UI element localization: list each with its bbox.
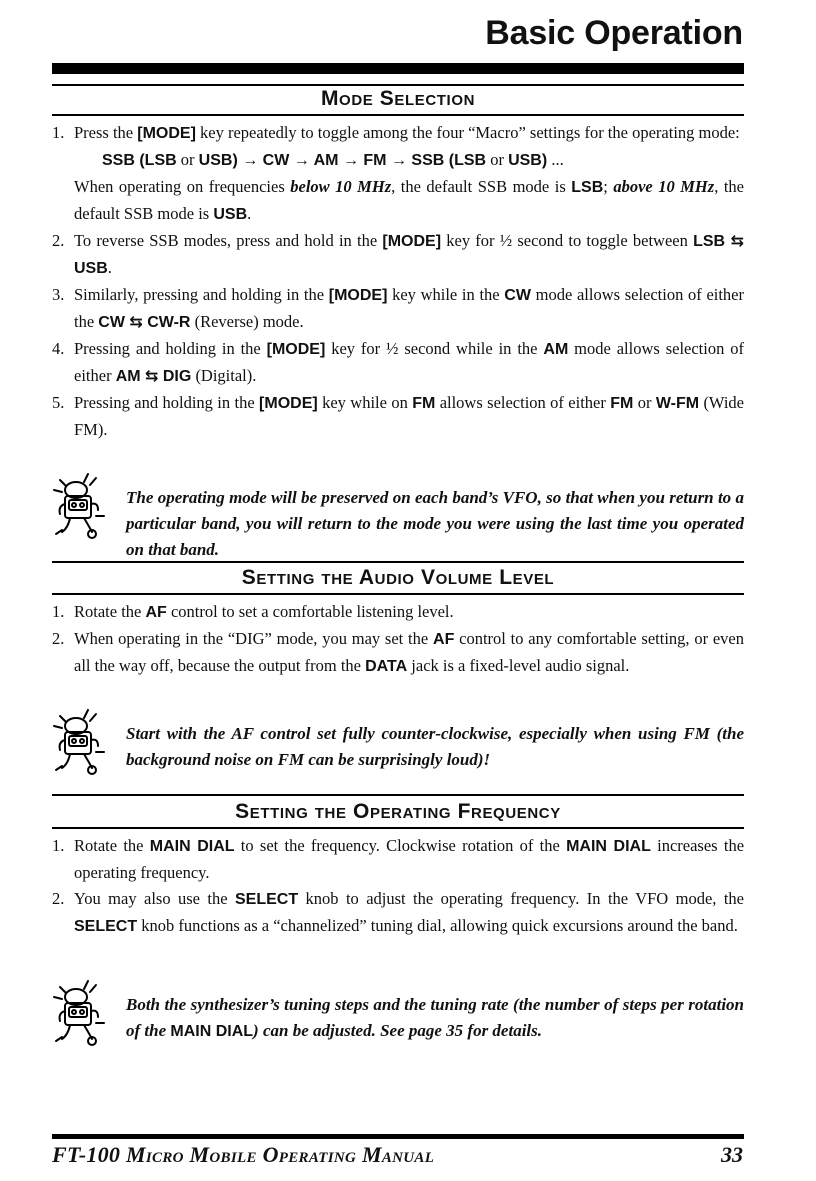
list-item: 2. To reverse SSB modes, press and hold in the [MODE] key for ½ second to toggle between LSB ⇆ USB. bbox=[52, 231, 745, 277]
list-item: 1. Rotate the AF control to set a comfortable listening level. bbox=[52, 602, 454, 621]
list-item: 1. Rotate the MAIN DIAL to set the frequency. Clockwise rotation of the MAIN DIAL increases the operating frequency. bbox=[52, 836, 745, 882]
list-item: 5. Pressing and holding in the [MODE] key while on FM allows selection of either FM or W-FM (Wide FM). bbox=[52, 393, 745, 439]
note-operating-frequency: Both the synthesizer’s tuning steps and the tuning rate (the number of steps per rotation of the MAIN DIAL) can be adjusted. See page 35 for details. bbox=[52, 975, 744, 1062]
mode-sequence: SSB (LSB or USB) → CW → AM → FM → SSB (LSB or USB) ... bbox=[102, 150, 564, 169]
note-mode-selection: The operating mode will be preserved on each band’s VFO, so that when you return to a particular band, you will return to the mode you were using the last time you operated on that band. bbox=[52, 468, 744, 580]
list-item: 2. You may also use the SELECT knob to adjust the operating frequency. In the VFO mode, the SELECT knob functions as a “channelized” tuning dial, allowing quick excursions around the band. bbox=[52, 889, 745, 935]
section-title-audio-volume: Setting the Audio Volume Level bbox=[241, 566, 555, 589]
mode-selection-list bbox=[52, 120, 744, 443]
list-item: 3. Similarly, pressing and holding in the [MODE] key while in the CW mode allows selection of either the CW ⇆ CW-R (Reverse) mode. bbox=[52, 285, 745, 331]
section-rule-bottom bbox=[52, 593, 744, 595]
section-rule-bottom bbox=[52, 114, 744, 116]
mascot-icon bbox=[52, 975, 122, 1055]
note-audio-volume: Start with the AF control set fully counter-clockwise, especially when using FM (the background noise on FM can be surprisingly loud)! bbox=[52, 704, 744, 790]
section-title-mode-selection: Mode Selection bbox=[320, 87, 476, 110]
list-item: 4. Pressing and holding in the [MODE] key for ½ second while in the AM mode allows selection of either AM ⇆ DIG (Digital). bbox=[52, 339, 744, 385]
section-title-operating-frequency: Setting the Operating Frequency bbox=[235, 800, 561, 823]
mascot-icon bbox=[52, 704, 122, 784]
section-rule-top bbox=[52, 794, 744, 796]
section-rule-bottom bbox=[52, 827, 744, 829]
section-rule-top bbox=[52, 561, 744, 563]
list-item: 1. Press the [MODE] key repeatedly to toggle among the four “Macro” settings for the operating mode: SSB (LSB or USB) → CW → AM → FM → SSB (LSB or USB) ... When operating on frequencies below 10 MHz, the default SSB mode is LSB; above 10 MHz, the default SSB mode is USB. bbox=[52, 123, 744, 223]
mascot-icon bbox=[52, 468, 122, 548]
list-item: 2. When operating in the “DIG” mode, you may set the AF control to any comfortable setting, or even all the way off, because the output from the DATA jack is a fixed-level audio signal. bbox=[52, 629, 744, 675]
footer-manual-title: FT-100 Micro Mobile Operating Manual bbox=[52, 1142, 435, 1167]
operating-frequency-list bbox=[52, 833, 744, 940]
page-number: 33 bbox=[721, 1142, 743, 1167]
page-title: Basic Operation bbox=[485, 14, 743, 52]
footer-rule bbox=[52, 1134, 744, 1139]
title-rule bbox=[52, 63, 744, 74]
audio-volume-list bbox=[52, 599, 744, 680]
